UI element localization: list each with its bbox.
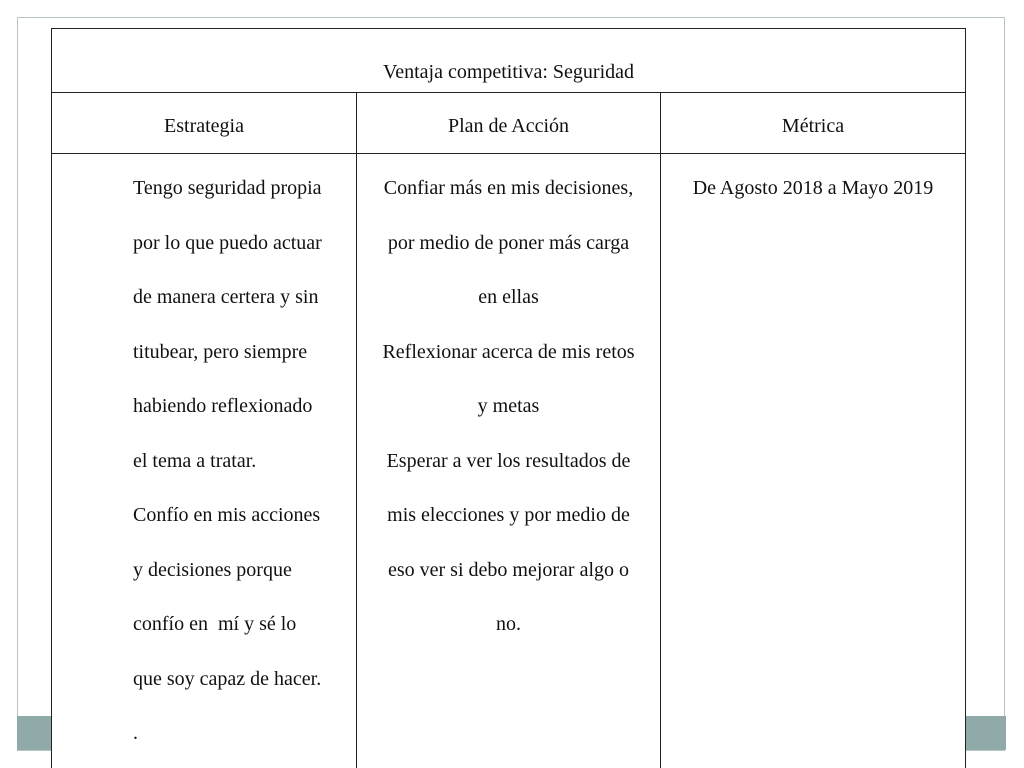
plan-text: [357, 154, 660, 669]
plan-line: Esperar a ver los resultados de: [386, 449, 631, 472]
header-estrategia: Estrategia: [52, 93, 357, 154]
plan-line: mis elecciones y por medio de: [387, 504, 630, 526]
plan-line: eso ver si debo mejorar algo o: [387, 558, 630, 581]
table-title: Ventaja competitiva: Seguridad: [52, 29, 966, 93]
metrica-text: [661, 154, 965, 233]
estrategia-line: confío en mí y sé lo: [133, 613, 297, 635]
header-metrica: Métrica: [661, 93, 966, 154]
estrategia-line: el tema a tratar.: [133, 449, 257, 472]
plan-line: no.: [496, 613, 521, 635]
estrategia-text: [52, 154, 356, 768]
header-plan-de-accion: Plan de Acción: [357, 93, 661, 154]
estrategia-line: Confío en mis acciones: [133, 504, 321, 526]
metrica-cell: [661, 154, 966, 768]
estrategia-cell: [52, 154, 357, 768]
header-row: [52, 93, 966, 154]
plan-de-accion-cell: [357, 154, 661, 768]
estrategia-line: que soy capaz de hacer.: [133, 667, 322, 690]
estrategia-line: y decisiones porque: [133, 558, 292, 581]
estrategia-line: Tengo seguridad propia: [133, 177, 322, 199]
estrategia-line: habiendo reflexionado: [133, 395, 313, 417]
estrategia-line: .: [133, 722, 138, 744]
plan-line: Confiar más en mis decisiones,: [383, 177, 634, 199]
plan-line: Reflexionar acerca de mis retos: [382, 340, 635, 363]
estrategia-line: por lo que puedo actuar: [133, 231, 322, 254]
plan-line: y metas: [477, 395, 540, 417]
body-row: [52, 154, 966, 768]
strategy-table: [51, 28, 966, 768]
plan-line: en ellas: [478, 286, 539, 308]
estrategia-line: titubear, pero siempre: [133, 340, 308, 363]
plan-line: por medio de poner más carga: [387, 231, 630, 254]
estrategia-line: de manera certera y sin: [133, 286, 319, 308]
metrica-line: De Agosto 2018 a Mayo 2019: [692, 177, 934, 199]
title-row: [52, 29, 966, 93]
